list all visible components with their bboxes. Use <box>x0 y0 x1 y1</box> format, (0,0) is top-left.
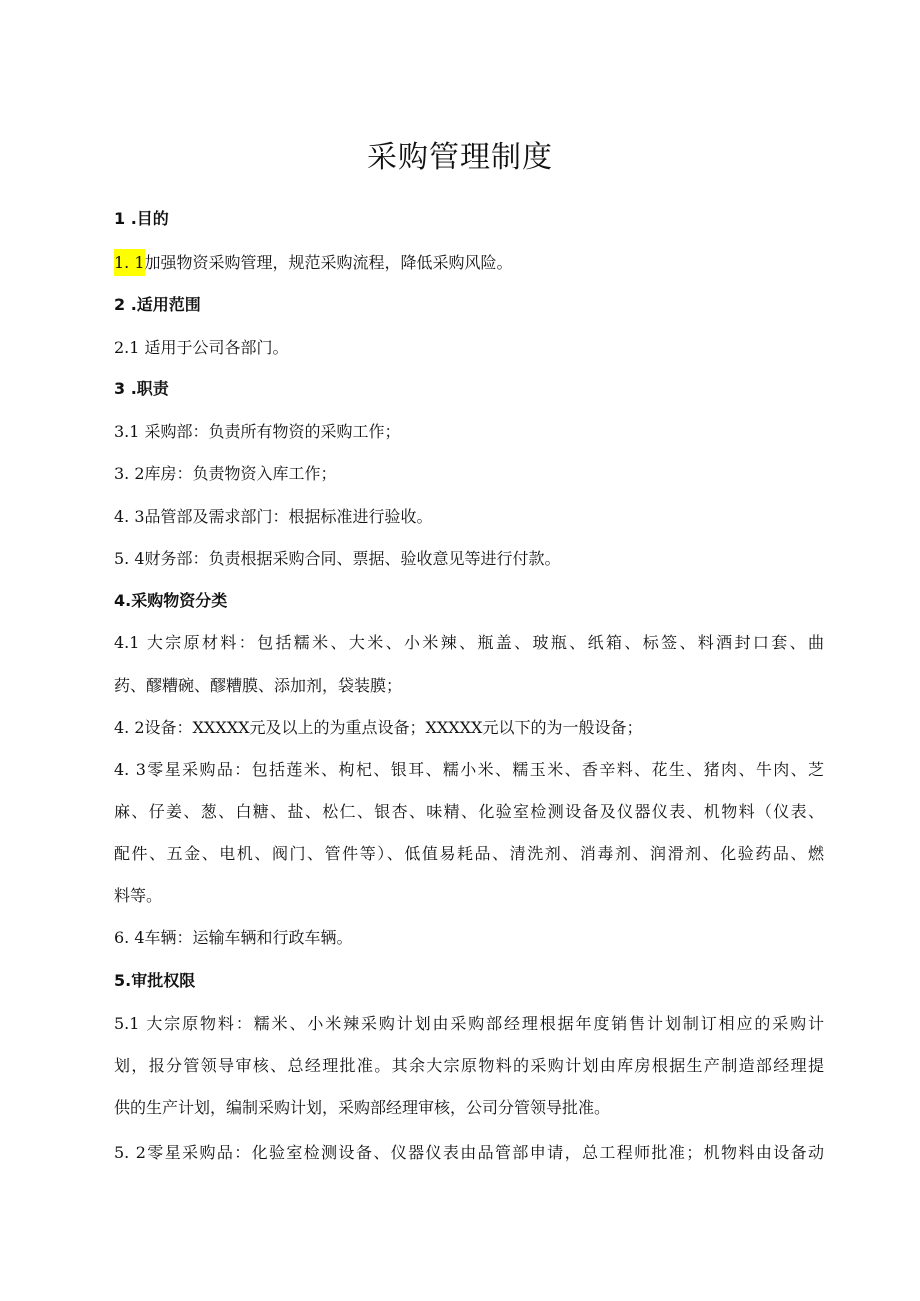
section-heading-duties: 3 .职责 <box>114 379 169 398</box>
paragraph-3-4: 5. 4财务部：负责根据采购合同、票据、验收意见等进行付款。 <box>114 549 561 568</box>
paragraph-text: 加强物资采购管理，规范采购流程，降低采购风险。 <box>144 253 513 272</box>
paragraph-4-3-line2: 麻、仔姜、葱、白糖、盐、松仁、银杏、味精、化验室检测设备及仪器仪表、机物料（仪表、 <box>114 802 824 821</box>
paragraph-5-1-line1: 5.1 大宗原物料：糯米、小米辣采购计划由采购部经理根据年度销售计划制订相应的采购计 <box>114 1014 824 1033</box>
paragraph-5-1-line3: 供的生产计划，编制采购计划，采购部经理审核，公司分管领导批准。 <box>114 1098 611 1117</box>
paragraph-5-2-line1: 5. 2零星采购品：化验室检测设备、仪器仪表由品管部申请，总工程师批准；机物料由设备动 <box>114 1143 824 1162</box>
section-heading-approval: 5.审批权限 <box>114 971 196 990</box>
highlighted-number: 1. 1 <box>114 249 145 276</box>
page-title: 采购管理制度 <box>367 140 553 175</box>
paragraph-4-1-line2: 药、醪糟碗、醪糟膜、添加剂，袋装膜； <box>114 676 403 695</box>
paragraph-4-3-line1: 4. 3零星采购品：包括莲米、枸杞、银耳、糯小米、糯玉米、香辛料、花生、猪肉、牛肉、芝 <box>114 760 824 779</box>
section-heading-purpose: 1 .目的 <box>114 209 169 228</box>
paragraph-4-1-line1: 4.1 大宗原材料：包括糯米、大米、小米辣、瓶盖、玻瓶、纸箱、标签、料酒封口套、曲 <box>114 633 824 652</box>
section-heading-classification: 4.采购物资分类 <box>114 591 228 610</box>
section-heading-scope: 2 .适用范围 <box>114 295 201 314</box>
paragraph-3-2: 3. 2库房：负责物资入库工作； <box>114 464 337 483</box>
paragraph-4-3-line3: 配件、五金、电机、阀门、管件等）、低值易耗品、清洗剂、消毒剂、润滑剂、化验药品、燃 <box>114 844 824 863</box>
paragraph-2-1: 2.1 适用于公司各部门。 <box>114 338 289 357</box>
paragraph-3-1: 3.1 采购部：负责所有物资的采购工作； <box>114 422 401 441</box>
paragraph-4-3-line4: 料等。 <box>114 886 163 905</box>
paragraph-1-1 <box>114 251 824 275</box>
paragraph-3-3: 4. 3品管部及需求部门：根据标准进行验收。 <box>114 507 433 526</box>
paragraph-4-2: 4. 2设备：XXXXX元及以上的为重点设备；XXXXX元以下的为一般设备； <box>114 718 643 737</box>
paragraph-4-4: 6. 4车辆：运输车辆和行政车辆。 <box>114 928 353 947</box>
paragraph-5-1-line2: 划，报分管领导审核、总经理批准。其余大宗原物料的采购计划由库房根据生产制造部经理提 <box>114 1056 824 1075</box>
